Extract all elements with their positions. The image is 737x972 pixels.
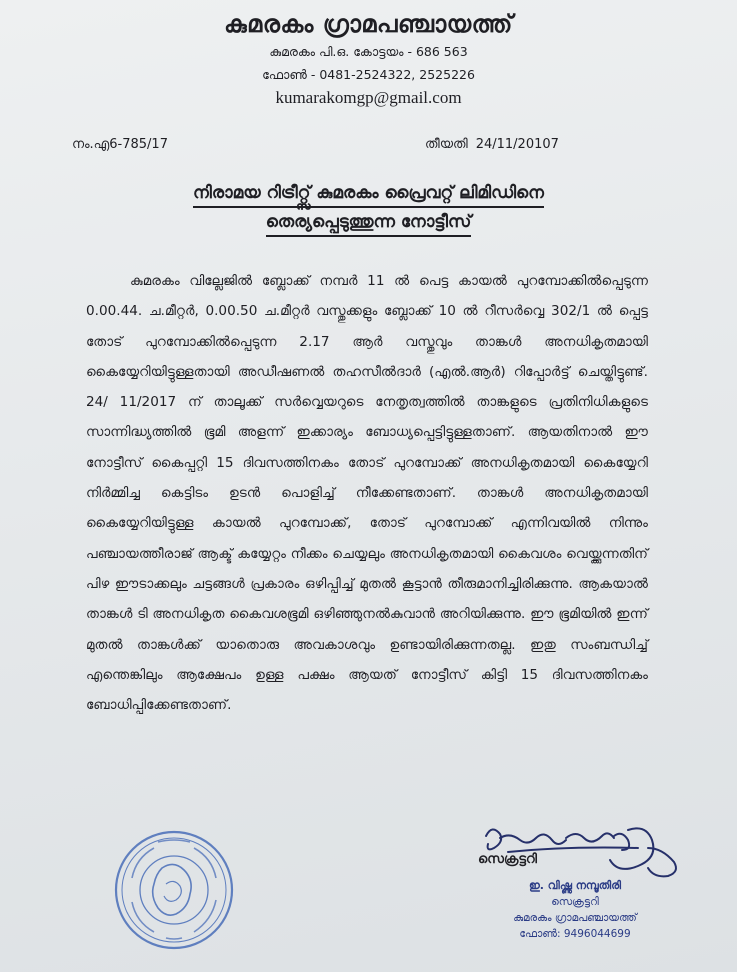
notice-body: കുമരകം വില്ലേജിൽ ബ്ലോക്ക് നമ്പർ 11 ൽ പെട്ട കായൽ പുറമ്പോക്കിൽപ്പെടുന്ന 0.00.44. ച.മീറ്റർ, 0.00.50 ച.മീറ്റർ വസ്തുക്കളും ബ്ലോക്ക് 10 ൽ റീസർവ്വെ 302/1 ൽ പ്പെട്ട തോട് പുറമ്പോക്കിൽപ്പെടുന്ന 2.17 ആർ വസ്തുവും താങ്കൾ അനധികൃതമായി കൈയ്യേറിയിട്ടുള്ളതായി അഡീഷണൽ തഹസീൽദാർ (എൽ.ആർ) റിപ്പോർട്ട് ചെയ്തിട്ടുണ്ട്. 24/ 11/2017 ന് താലൂക്ക് സർവ്വെയറുടെ നേതൃത്വത്തിൽ താങ്കളുടെ പ്രതിനിധികളുടെ സാന്നിദ്ധ്യത്തിൽ ഭൂമി അളന്ന് ഇക്കാര്യം ബോധ്യപ്പെട്ടിട്ടുള്ളതാണ്. ആയതിനാൽ ഈ നോട്ടീസ് കൈപ്പറ്റി 15 ദിവസത്തിനകം തോട് പുറമ്പോക്ക് അനധികൃതമായി കൈയ്യേറി നിർമ്മിച്ച കെട്ടിടം ഉടൻ പൊളിച്ച് നീക്കേണ്ടതാണ്. താങ്കൾ അനധികൃതമായി കൈയ്യേറിയിട്ടുള്ള കായൽ പുറമ്പോക്ക്, തോട് പുറമ്പോക്ക് എന്നിവയിൽ നിന്നും പഞ്ചായത്തീരാജ് ആക്ട് കയ്യേറ്റം നീക്കം ചെയ്യലും അനധികൃതമായി കൈവശം വെയ്ക്കുന്നതിന് പിഴ ഈടാക്കലും ചട്ടങ്ങൾ പ്രകാരം ഒഴിപ്പിച്ച് മുതൽ കൂട്ടാൻ തീരുമാനിച്ചിരിക്കുന്നു. ആകയാൽ താങ്കൾ ടി അനധികൃത കൈവശഭൂമി ഒഴിഞ്ഞുനൽകുവാൻ അറിയിക്കുന്നു. ഈ ഭൂമിയിൽ ഇന്ന് മുതൽ താങ്കൾക്ക് യാതൊരു അവകാശവും ഉണ്ടായിരിക്കുന്നതല്ല. ഇതു സംബന്ധിച്ച് എന്തെങ്കിലും ആക്ഷേപം ഉള്ള പക്ഷം ആയത് നോട്ടീസ് കിട്ടി 15 ദിവസത്തിനകം ബോധിപ്പിക്കേണ്ടതാണ്.: [86, 273, 648, 714]
org-phone: ഫോൺ - 0481-2524322, 2525226: [262, 67, 475, 82]
org-name: കുമരകം ഗ്രാമപഞ്ചായത്ത്: [224, 10, 513, 38]
subject-line-2: [0, 212, 737, 232]
subject-line-1: [0, 183, 737, 203]
signature-title: സെക്രട്ടറി: [478, 852, 537, 867]
secretary-stamp: [470, 878, 680, 942]
subject-line-1-text: നിരാമയ റിട്രീറ്റ്സ് കുമരകം പ്രൈവറ്റ് ലിമിഡിനെ: [193, 183, 544, 208]
date-label: തീയതി: [425, 137, 468, 152]
org-address: കുമരകം പി.ഒ. കോട്ടയം - 686 563: [269, 44, 468, 59]
panchayat-seal-icon: [112, 828, 236, 952]
secretary-signature-icon: [478, 818, 688, 880]
subject-line-2-text: തെര്യപ്പെടുത്തുന്ന നോട്ടീസ്: [266, 212, 472, 237]
stamp-phone: ഫോൺ: 9496044699: [519, 928, 631, 940]
stamp-title: സെക്രട്ടറി: [551, 896, 599, 908]
stamp-org: കുമരകം ഗ്രാമപഞ്ചായത്ത്: [513, 912, 637, 924]
reference-number: നം.എ6-785/17: [72, 137, 168, 152]
org-email: kumarakomgp@gmail.com: [275, 88, 462, 107]
stamp-name: ഇ. വിഷ്ണു നമ്പൂതിരി: [528, 879, 622, 892]
date-value: 24/11/20107: [475, 137, 559, 152]
date-row: [425, 137, 559, 152]
